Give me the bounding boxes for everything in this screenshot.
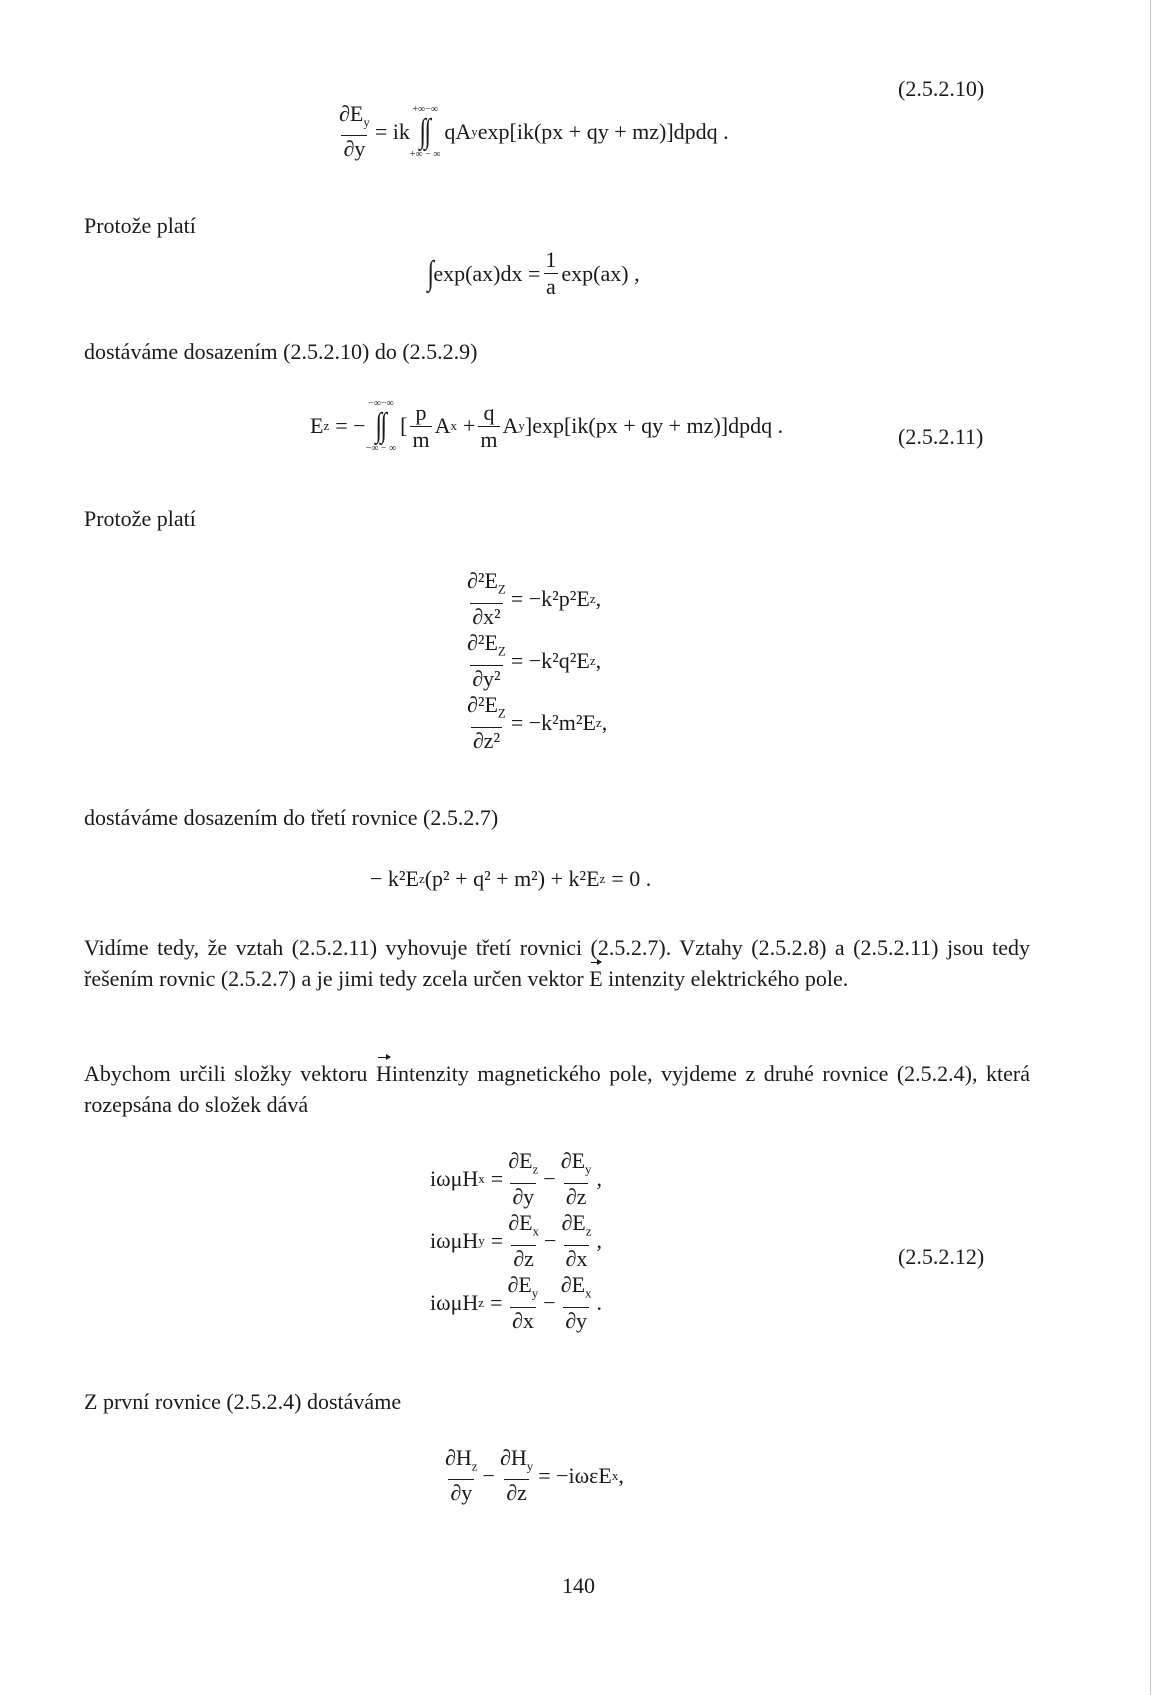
fraction-1-over-a: $\frac{1}{a}$	[545, 247, 557, 299]
equation-zero-check: − k²E z (p² + q² + m²) + k²E z = 0 .	[370, 866, 652, 891]
equation-integral-identity: ∫ exp(ax)dx = $\frac{1}{a}$ exp(ax) ,	[427, 247, 640, 299]
page-number: 140	[562, 1573, 595, 1598]
equation-number-2-5-2-12: (2.5.2.12)	[898, 1244, 985, 1269]
rhs-ik: = ik	[374, 118, 410, 144]
equation-2-5-2-10: $\frac{\partial E_y}{\partial y}$ = ik +∞−∞ ∫∫ +∞ − ∞ qA y exp[ik(px + qy + mz)]dpdq .	[339, 101, 729, 162]
text-z-prvni-rovnice: Z první rovnice (2.5.2.4) dostáváme	[84, 1389, 402, 1414]
paragraph-vektor-H: Abychom určili složky vektoru Hintenzity magnetického pole, vyjdeme z druhé rovnice (2.5.2.4), která rozepsána do složek dává	[84, 1058, 1030, 1120]
equation-number-2-5-2-10: (2.5.2.10)	[898, 76, 985, 101]
equation-curl-H-x: $\frac{\partial H_z}{\partial y}$ − $\frac{\partial H_y}{\partial z}$ = −iωεE x ,	[445, 1445, 624, 1506]
integral-sign: ∫	[380, 407, 387, 444]
vector-H-symbol: H	[376, 1058, 392, 1089]
equation-2-5-2-12	[430, 1148, 602, 1334]
fraction-p-over-m: $\frac{p}{m}$	[412, 399, 430, 452]
equation-Hz: iωμH z = $\frac{\partial E_y}{\partial x}$ − $\frac{\partial E_x}{\partial y}$ .	[430, 1272, 603, 1333]
text-dosazenim-2-5-2-10: dostáváme dosazením (2.5.2.10) do (2.5.2.9)	[84, 339, 478, 364]
vector-E-symbol: E	[589, 963, 602, 994]
second-derivative-equations	[462, 568, 607, 754]
equation-Hx: iωμH x = $\frac{\partial E_z}{\partial y}$ − $\frac{\partial E_y}{\partial z}$ ,	[430, 1148, 603, 1209]
integral-sign: ∫	[374, 407, 382, 444]
integral-sign: ∫	[427, 254, 434, 292]
text-dosazenim-treti-rovnice: dostáváme dosazením do třetí rovnice (2.5.2.7)	[84, 805, 499, 830]
integral-limits: +∞−∞ ∫∫ +∞ − ∞	[409, 103, 441, 160]
second-derivative-x: $\frac{\partial^2E_Z}{\text{∂x²}}$ = −k²p²E z ,	[467, 568, 602, 629]
text-protoze-plati-2: Protože platí	[84, 506, 196, 531]
equation-Hy: iωμH y = $\frac{\partial E_x}{\partial z}$ − $\frac{\partial E_z}{\partial x}$ ,	[430, 1210, 603, 1271]
integral-limits: −∞−∞ ∫∫ −∞ − ∞	[365, 398, 397, 454]
fraction-dEy-dy: $\frac{\partial E_y}{\partial y}$	[339, 101, 370, 162]
integral-sign: ∫	[419, 112, 426, 150]
fraction-q-over-m: $\frac{q}{m}$	[480, 399, 498, 452]
second-derivative-z: $\frac{\partial^2E_Z}{\text{∂z²}}$ = −k²m²E z ,	[467, 692, 608, 753]
integral-sign: ∫	[424, 112, 432, 150]
second-derivative-y: $\frac{\partial^2E_Z}{\text{∂y²}}$ = −k²q²E z ,	[467, 630, 602, 691]
scan-edge-line	[1150, 0, 1151, 1695]
equation-number-2-5-2-11: (2.5.2.11)	[898, 424, 984, 449]
paragraph-vztah-vyhovuje: Vidíme tedy, že vztah (2.5.2.11) vyhovuje třetí rovnici (2.5.2.7). Vztahy (2.5.2.8) a (2.5.2.11) jsou tedy řešením rovnic (2.5.2.7) a je jimi tedy zcela určen vektor E intenzity elektrického pole.	[84, 932, 1030, 994]
text-protoze-plati-1: Protože platí	[84, 213, 196, 238]
equation-2-5-2-11: E z = − −∞−∞ ∫∫ −∞ − ∞ [ $\frac{p}{m}$ A x + $\frac{q}{m}$ A y ]exp[ik(px + qy + mz)]dpdq .	[310, 398, 784, 454]
